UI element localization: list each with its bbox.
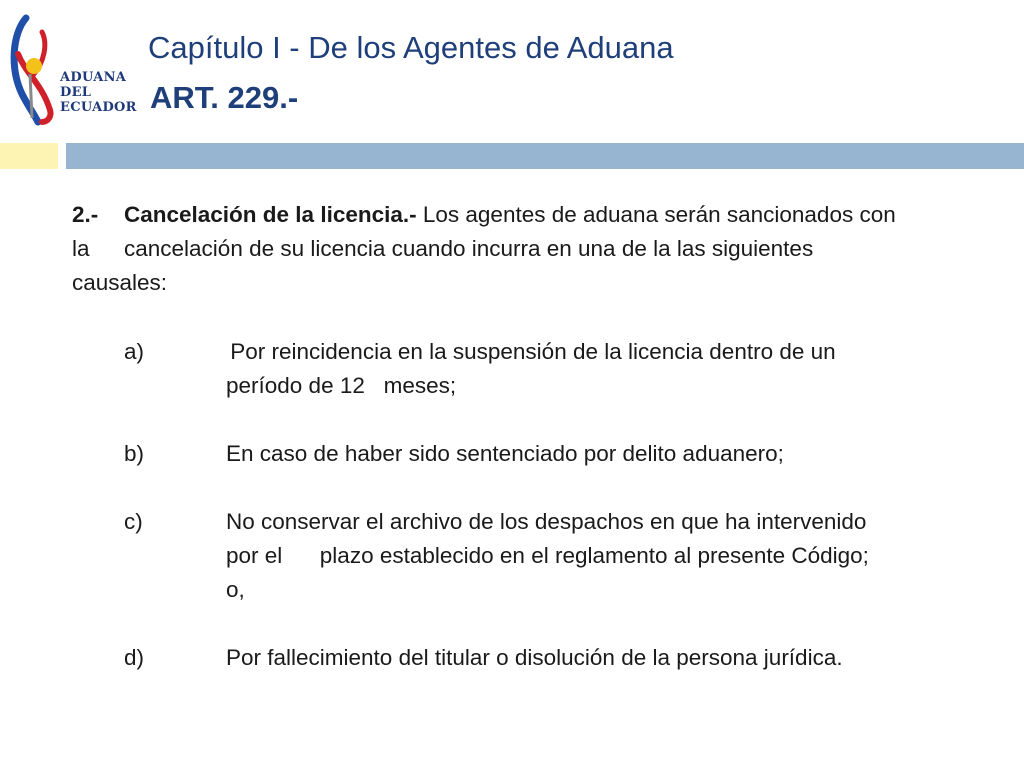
logo-line-2: DEL bbox=[60, 85, 92, 100]
item-c-label: c) bbox=[124, 509, 143, 534]
item-a-line-2: período de 12 meses; bbox=[226, 373, 457, 398]
item-d-line-1: Por fallecimiento del titular o disolución de la persona jurídica. bbox=[226, 645, 843, 670]
intro-number: 2.- bbox=[72, 202, 99, 227]
intro-line-1-text bbox=[124, 200, 896, 230]
logo-line-1: ADUANA bbox=[60, 70, 127, 85]
item-c-line-1: No conservar el archivo de los despachos en que ha intervenido bbox=[226, 509, 867, 534]
item-a-line-1: Por reincidencia en la suspensión de la licencia dentro de un bbox=[224, 339, 836, 364]
intro-line-1 bbox=[72, 200, 98, 230]
logo-line-3: ECUADOR bbox=[60, 100, 137, 115]
intro-line-3: causales: bbox=[72, 270, 168, 295]
item-c-line-2: por el plazo establecido en el reglamento al presente Código; bbox=[226, 543, 869, 568]
item-c-line-3: o, bbox=[226, 577, 245, 602]
slide-title: Capítulo I - De los Agentes de Aduana bbox=[148, 30, 674, 65]
item-b-label: b) bbox=[124, 441, 145, 466]
item-b-line-1: En caso de haber sido sentenciado por delito aduanero; bbox=[226, 441, 784, 466]
item-a-label: a) bbox=[124, 339, 145, 364]
intro-line-1-rest: Los agentes de aduana serán sancionados con bbox=[416, 202, 896, 227]
intro-line-2-rest: cancelación de su licencia cuando incurra en una de la las siguientes bbox=[124, 236, 814, 261]
slide-subtitle: ART. 229.- bbox=[150, 80, 299, 115]
intro-line-2-lead: la bbox=[72, 236, 90, 261]
intro-heading: Cancelación de la licencia.- bbox=[124, 202, 417, 227]
item-d-label: d) bbox=[124, 645, 145, 670]
